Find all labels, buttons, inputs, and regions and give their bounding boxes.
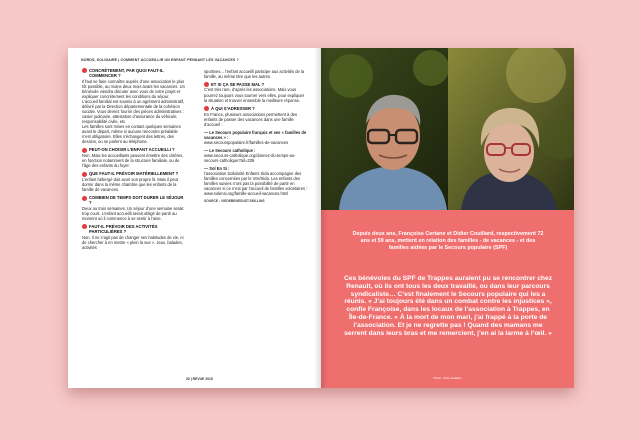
question-title: CONCRÈTEMENT, PAR QUOI FAUT-IL COMMENCER ?	[89, 68, 164, 79]
answer-paragraph: Non. Mais les accueillants peuvent émettre des critères, en fonction notamment de la structure familiale, ou de l’âge des enfants du foyer.	[82, 153, 184, 169]
question-title: FAUT-IL PRÉVOIR DES ACTIVITÉS PARTICULIÈRES ?	[89, 224, 158, 235]
page-folio: 20 | REVUE 2015	[186, 377, 213, 381]
answer-paragraph: Non. Il ne s’agit pas de changer ses habitudes de vie, ni de chercher à en mettre « plein la vue ». Jeux, balades, activités	[82, 234, 184, 250]
right-page	[321, 48, 574, 388]
question-block	[82, 171, 186, 176]
magazine-spread	[68, 48, 574, 388]
portrait-illustration	[321, 48, 574, 210]
bullet-icon	[82, 196, 87, 201]
question-block	[82, 68, 186, 78]
question-title: ET SI ÇA SE PASSE MAL ?	[211, 81, 265, 87]
answer-text	[204, 87, 308, 102]
association-name: — Le Secours populaire français et ses « familles de vacances » :	[204, 129, 307, 140]
bullet-icon	[82, 68, 87, 73]
answer-paragraph: Deux ou trois semaines. Un séjour d’une semaine serait trop court. L’enfant accueilli serait obligé de partir au moment où il commence à se sentir à l’aise.	[82, 205, 184, 221]
bullet-icon	[204, 106, 209, 111]
answer-paragraph: Il faut se faire connaître auprès d’une association le plus tôt possible, au moins deux mois avant les vacances. Un bénévole viendra discuter avec vous de votre projet et expliquer concrètement les conditions du séjour. L’accueil familial est soumis à un agrément administratif, délivré par la Direction départementale de la cohésion sociale. Vous devrez fournir des pièces administratives : casier judiciaire, attestation d’assurance du véhicule, responsabilité civile, etc.	[82, 78, 185, 124]
association-link	[204, 148, 308, 163]
question-title: COMBIEN DE TEMPS DOIT DURER LE SÉJOUR ?	[89, 195, 184, 206]
association-url[interactable]: www.secourspopulaire.fr/familles-de-vacances	[204, 139, 289, 145]
right-column	[204, 68, 308, 203]
answer-text	[204, 112, 308, 127]
answer-text	[82, 153, 186, 168]
association-url[interactable]: www.secours-catholique.org/donnez-du-temps-au-secours-catholique?tid=339	[204, 152, 296, 163]
answer-text	[82, 235, 186, 250]
bullet-icon	[82, 148, 87, 153]
answer-paragraph: L’enfant hébergé doit avoir son propre lit. Mais il peut dormir dans la même chambre que les enfants de la famille de vacances.	[82, 177, 179, 193]
question-title: QUE FAUT-IL PRÉVOIR MATÉRIELLEMENT ?	[89, 171, 179, 177]
bullet-icon	[82, 172, 87, 177]
association-link	[204, 130, 308, 145]
running-head: NORDS, SOLIDAIRE | COMMENT ACCUEILLIR UN ENFANT PENDANT LES VACANCES ?	[81, 58, 239, 62]
question-title: À QUI S’ADRESSER ?	[211, 105, 255, 111]
question-block	[82, 147, 186, 152]
answer-text	[82, 79, 186, 145]
answer-text	[82, 177, 186, 192]
answer-paragraph: sportives... l’enfant accueilli participe aux activités de la famille, au même titre que les autres.	[204, 68, 305, 79]
question-block	[204, 106, 308, 111]
answer-paragraph: Les familles sont mises en contact quelques semaines avant le départ, même si aucune rencontre préalable n’est obligatoire. Elles s’échangent des lettres, des dessins, ou se parlent au téléphone.	[82, 124, 181, 145]
association-name: — Le Secours catholique :	[204, 147, 256, 153]
association-link	[204, 166, 308, 196]
bullet-icon	[82, 224, 87, 229]
bullet-icon	[204, 82, 209, 87]
photo-credit: Photo : Flora Guillarin	[433, 376, 462, 380]
answer-text	[204, 69, 308, 79]
question-block	[82, 224, 186, 234]
article-intro: Depuis deux ans, Françoise Certane et Didier Couillard, respectivement 72 ans et 59 ans, mettent en relation des familles - de vacances - et des familles aidées par le Secours populaire (SPF)	[352, 231, 544, 252]
answer-paragraph: C’est très rare, d’après les associations. Mais vous pourrez toujours vous tourner vers elles, pour expliquer la situation et trouver ensemble la meilleure réponse.	[204, 87, 305, 103]
question-block	[204, 82, 308, 87]
left-column	[82, 68, 186, 250]
question-title: PEUT-ON CHOISIR L’ENFANT ACCUEILLI ?	[89, 147, 175, 153]
association-description[interactable]: l’association Solidarité Enfants Sida accompagne des familles concernées par le VIH/Sida. Les enfants des familles suivies n’ont pas la possibilité de partir en vacances si ce n’est par l’accueil de familles volontaires : www.solensi.org/famille-accueil-vacances.html	[204, 170, 308, 197]
association-name: — Sol En Si :	[204, 165, 230, 171]
question-block	[82, 195, 186, 205]
answer-text	[82, 206, 186, 221]
left-page	[68, 48, 321, 388]
portrait-photo	[321, 48, 574, 210]
source-note: SOURCE : VIEDEBENEDUST.SKILLINS	[204, 199, 265, 204]
article-quote: Ces bénévoles du SPF de Trappes auraient pu se rencontrer chez Renault, où ils ont tous les deux travaillé, ou dans leur parcours syndicaliste… C’est finalement le Secours populaire qui les a réunis. « J’ai toujours été dans un combat contre les injustices », confie Françoise, dans les locaux de l’association à Trappes, en Île-de-France. « À la mort de mon mari, j’ai frappé à la porte de l’association. Et je ne regrette pas ! Quand des mamans me serrent dans leurs bras et me remercient, j’en ai la larme à l’œil. »	[343, 275, 553, 337]
answer-paragraph: En France, plusieurs associations permettent à des enfants de passer des vacances dans une famille d’accueil :	[204, 111, 298, 127]
